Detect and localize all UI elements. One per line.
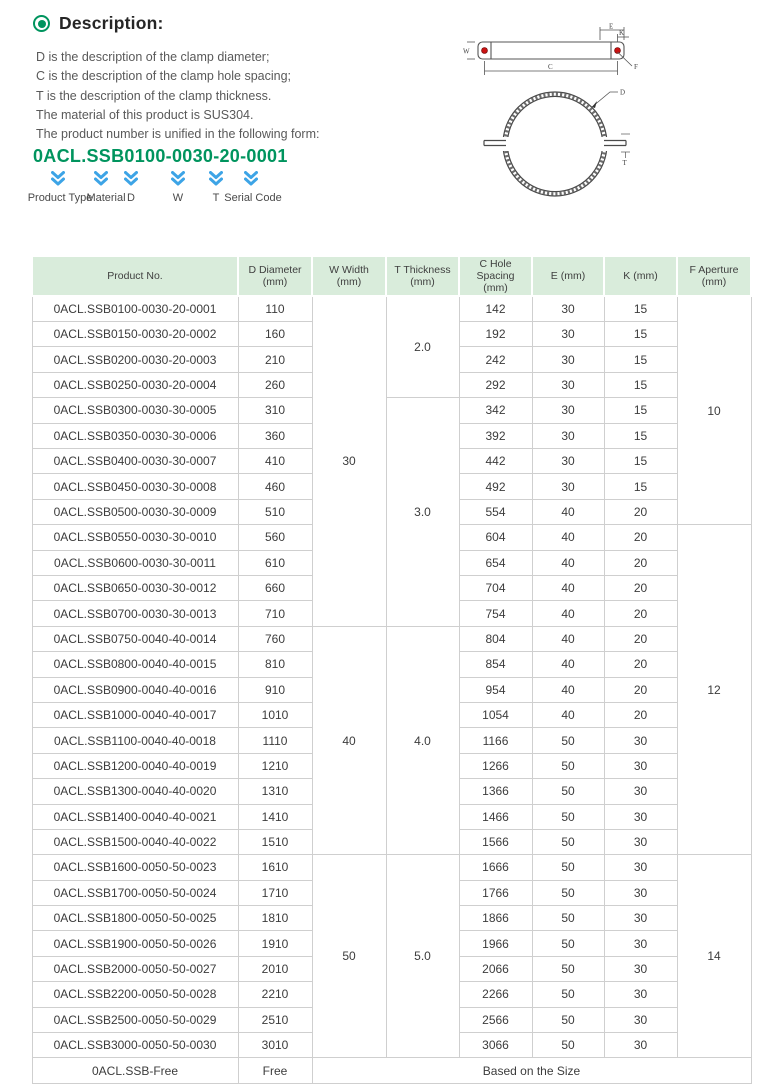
e-cell: 40	[532, 525, 604, 550]
c-hole-spacing-cell: 604	[459, 525, 532, 550]
c-hole-spacing-cell: 954	[459, 677, 532, 702]
product-no-cell: 0ACL.SSB1000-0040-40-0017	[32, 702, 238, 727]
description-header	[33, 13, 164, 34]
d-diameter-cell: 1510	[238, 829, 312, 854]
d-diameter-cell: 810	[238, 652, 312, 677]
d-diameter-cell: 160	[238, 322, 312, 347]
d-diameter-cell: 610	[238, 550, 312, 575]
d-diameter-cell: 2510	[238, 1007, 312, 1032]
dim-d-leader	[592, 92, 618, 108]
c-hole-spacing-cell: 142	[459, 296, 532, 321]
double-chevron-down-icon	[244, 171, 258, 192]
dim-e-label: E	[609, 22, 614, 31]
k-cell: 20	[604, 499, 677, 524]
e-cell: 40	[532, 626, 604, 651]
d-diameter-cell: 2010	[238, 956, 312, 981]
product-no-cell: 0ACL.SSB1100-0040-40-0018	[32, 728, 238, 753]
k-cell: 15	[604, 423, 677, 448]
product-no-cell: 0ACL.SSB-Free	[32, 1058, 238, 1083]
e-cell: 30	[532, 322, 604, 347]
e-cell: 50	[532, 728, 604, 753]
product-no-cell: 0ACL.SSB0900-0040-40-0016	[32, 677, 238, 702]
e-cell: 50	[532, 1033, 604, 1058]
c-hole-spacing-cell: 1566	[459, 829, 532, 854]
description-line: C is the description of the clamp hole spacing;	[36, 69, 291, 84]
c-hole-spacing-cell: 1266	[459, 753, 532, 778]
description-line: The product number is unified in the following form:	[36, 127, 320, 142]
c-hole-spacing-cell: 854	[459, 652, 532, 677]
c-hole-spacing-cell: 654	[459, 550, 532, 575]
c-hole-spacing-cell: 704	[459, 575, 532, 600]
product-no-cell: 0ACL.SSB1500-0040-40-0022	[32, 829, 238, 854]
strap-top-view	[478, 42, 624, 59]
d-diameter-cell: 1710	[238, 880, 312, 905]
d-diameter-cell: 210	[238, 347, 312, 372]
k-cell: 15	[604, 372, 677, 397]
spec-table-section	[31, 255, 751, 1084]
c-hole-spacing-cell: 392	[459, 423, 532, 448]
d-diameter-cell: 760	[238, 626, 312, 651]
double-chevron-down-icon	[171, 171, 185, 192]
e-cell: 30	[532, 296, 604, 321]
c-hole-spacing-cell: 1466	[459, 804, 532, 829]
k-cell: 15	[604, 398, 677, 423]
table-row	[32, 398, 751, 423]
d-diameter-cell: 1810	[238, 906, 312, 931]
c-hole-spacing-cell: 342	[459, 398, 532, 423]
c-hole-spacing-cell: 1666	[459, 855, 532, 880]
dim-t-label: T	[622, 159, 627, 167]
column-header: D Diameter (mm)	[238, 256, 312, 296]
double-chevron-down-icon	[124, 171, 138, 192]
w-width-cell: 40	[312, 626, 386, 855]
e-cell: 30	[532, 372, 604, 397]
d-diameter-cell: 560	[238, 525, 312, 550]
column-header: F Aperture (mm)	[677, 256, 751, 296]
c-hole-spacing-cell: 242	[459, 347, 532, 372]
k-cell: 30	[604, 956, 677, 981]
code-part-label: D	[127, 192, 135, 204]
product-no-cell: 0ACL.SSB1400-0040-40-0021	[32, 804, 238, 829]
code-part-label: T	[212, 192, 220, 204]
k-cell: 30	[604, 906, 677, 931]
d-diameter-cell: 1910	[238, 931, 312, 956]
product-no-cell: 0ACL.SSB0700-0030-30-0013	[32, 601, 238, 626]
d-diameter-cell: 1010	[238, 702, 312, 727]
product-no-cell: 0ACL.SSB0450-0030-30-0008	[32, 474, 238, 499]
dim-c-label: C	[548, 63, 553, 71]
e-cell: 40	[532, 550, 604, 575]
description-title: Description:	[59, 13, 164, 33]
k-cell: 30	[604, 880, 677, 905]
k-cell: 15	[604, 449, 677, 474]
k-cell: 30	[604, 855, 677, 880]
e-cell: 50	[532, 982, 604, 1007]
e-cell: 50	[532, 829, 604, 854]
k-cell: 30	[604, 1007, 677, 1032]
e-cell: 40	[532, 652, 604, 677]
c-hole-spacing-cell: 3066	[459, 1033, 532, 1058]
k-cell: 20	[604, 677, 677, 702]
d-diameter-cell: 1310	[238, 779, 312, 804]
k-cell: 20	[604, 525, 677, 550]
e-cell: 30	[532, 423, 604, 448]
product-no-cell: 0ACL.SSB2500-0050-50-0029	[32, 1007, 238, 1032]
column-header: Product No.	[32, 256, 238, 296]
k-cell: 20	[604, 652, 677, 677]
c-hole-spacing-cell: 804	[459, 626, 532, 651]
dim-w-label: W	[463, 47, 470, 56]
k-cell: 20	[604, 601, 677, 626]
column-header: C Hole Spacing (mm)	[459, 256, 532, 296]
product-no-cell: 0ACL.SSB2000-0050-50-0027	[32, 956, 238, 981]
c-hole-spacing-cell: 492	[459, 474, 532, 499]
d-diameter-cell: 3010	[238, 1033, 312, 1058]
f-aperture-cell: 10	[677, 296, 751, 525]
k-cell: 30	[604, 982, 677, 1007]
e-cell: 50	[532, 956, 604, 981]
k-cell: 30	[604, 829, 677, 854]
k-cell: 15	[604, 296, 677, 321]
double-chevron-down-icon	[51, 171, 65, 192]
k-cell: 30	[604, 779, 677, 804]
green-bullet-icon	[33, 15, 50, 32]
column-header: W Width (mm)	[312, 256, 386, 296]
product-no-cell: 0ACL.SSB0750-0040-40-0014	[32, 626, 238, 651]
product-no-cell: 0ACL.SSB1200-0040-40-0019	[32, 753, 238, 778]
e-cell: 30	[532, 398, 604, 423]
description-line: T is the description of the clamp thickness.	[36, 88, 272, 103]
table-header-row	[32, 256, 751, 296]
product-no-cell: 0ACL.SSB0400-0030-30-0007	[32, 449, 238, 474]
e-cell: 50	[532, 804, 604, 829]
e-cell: 30	[532, 347, 604, 372]
d-diameter-cell: 310	[238, 398, 312, 423]
e-cell: 50	[532, 753, 604, 778]
d-diameter-cell: 260	[238, 372, 312, 397]
k-cell: 20	[604, 702, 677, 727]
column-header: T Thickness (mm)	[386, 256, 459, 296]
e-cell: 40	[532, 677, 604, 702]
k-cell: 15	[604, 474, 677, 499]
f-aperture-cell: 12	[677, 525, 751, 855]
e-cell: 40	[532, 601, 604, 626]
based-on-size-cell: Based on the Size	[312, 1058, 751, 1083]
column-header: E (mm)	[532, 256, 604, 296]
e-cell: 50	[532, 931, 604, 956]
c-hole-spacing-cell: 442	[459, 449, 532, 474]
c-hole-spacing-cell: 1166	[459, 728, 532, 753]
w-width-cell: 30	[312, 296, 386, 626]
d-diameter-cell: 1110	[238, 728, 312, 753]
product-no-cell: 0ACL.SSB0500-0030-30-0009	[32, 499, 238, 524]
k-cell: 15	[604, 347, 677, 372]
c-hole-spacing-cell: 1966	[459, 931, 532, 956]
e-cell: 50	[532, 855, 604, 880]
spec-table	[31, 255, 752, 1084]
product-no-cell: 0ACL.SSB1900-0050-50-0026	[32, 931, 238, 956]
e-cell: 40	[532, 702, 604, 727]
d-diameter-cell: 410	[238, 449, 312, 474]
k-cell: 20	[604, 575, 677, 600]
product-code: 0ACL.SSB0100-0030-20-0001	[33, 146, 288, 166]
product-no-cell: 0ACL.SSB0800-0040-40-0015	[32, 652, 238, 677]
column-header: K (mm)	[604, 256, 677, 296]
k-cell: 30	[604, 931, 677, 956]
free-size-row	[32, 1058, 751, 1083]
c-hole-spacing-cell: 292	[459, 372, 532, 397]
k-cell: 30	[604, 1033, 677, 1058]
c-hole-spacing-cell: 2066	[459, 956, 532, 981]
e-cell: 40	[532, 499, 604, 524]
product-no-cell: 0ACL.SSB3000-0050-50-0030	[32, 1033, 238, 1058]
t-thickness-cell: 4.0	[386, 626, 459, 855]
t-thickness-cell: 2.0	[386, 296, 459, 398]
t-thickness-cell: 5.0	[386, 855, 459, 1058]
e-cell: 50	[532, 779, 604, 804]
d-diameter-cell: Free	[238, 1058, 312, 1083]
product-no-cell: 0ACL.SSB0650-0030-30-0012	[32, 575, 238, 600]
description-line: D is the description of the clamp diameter;	[36, 50, 270, 64]
e-cell: 50	[532, 906, 604, 931]
k-cell: 30	[604, 728, 677, 753]
clamp-ring	[497, 92, 613, 196]
c-hole-spacing-cell: 1766	[459, 880, 532, 905]
product-no-cell: 0ACL.SSB0250-0030-20-0004	[32, 372, 238, 397]
c-hole-spacing-cell: 2266	[459, 982, 532, 1007]
product-no-cell: 0ACL.SSB1300-0040-40-0020	[32, 779, 238, 804]
product-no-cell: 0ACL.SSB0150-0030-20-0002	[32, 322, 238, 347]
dim-d-label: D	[620, 88, 626, 97]
code-part-label: Material	[86, 192, 126, 204]
product-no-cell: 0ACL.SSB0350-0030-30-0006	[32, 423, 238, 448]
c-hole-spacing-cell: 554	[459, 499, 532, 524]
product-no-cell: 0ACL.SSB0550-0030-30-0010	[32, 525, 238, 550]
d-diameter-cell: 1410	[238, 804, 312, 829]
code-part-label: Serial Code	[224, 192, 282, 204]
d-diameter-cell: 910	[238, 677, 312, 702]
k-cell: 30	[604, 753, 677, 778]
d-diameter-cell: 510	[238, 499, 312, 524]
code-part-label: Product Type	[27, 192, 93, 204]
description-text	[36, 48, 319, 144]
product-no-cell: 0ACL.SSB0100-0030-20-0001	[32, 296, 238, 321]
d-diameter-cell: 2210	[238, 982, 312, 1007]
clamp-technical-drawing	[448, 22, 678, 217]
c-hole-spacing-cell: 1866	[459, 906, 532, 931]
d-diameter-cell: 460	[238, 474, 312, 499]
d-diameter-cell: 660	[238, 575, 312, 600]
product-no-cell: 0ACL.SSB1600-0050-50-0023	[32, 855, 238, 880]
table-row	[32, 855, 751, 880]
w-width-cell: 50	[312, 855, 386, 1058]
product-no-cell: 0ACL.SSB0600-0030-30-0011	[32, 550, 238, 575]
product-no-cell: 0ACL.SSB0200-0030-20-0003	[32, 347, 238, 372]
product-no-cell: 0ACL.SSB0300-0030-30-0005	[32, 398, 238, 423]
k-cell: 20	[604, 550, 677, 575]
d-diameter-cell: 710	[238, 601, 312, 626]
e-cell: 40	[532, 575, 604, 600]
product-code-breakdown	[27, 170, 313, 212]
k-cell: 30	[604, 804, 677, 829]
c-hole-spacing-cell: 754	[459, 601, 532, 626]
t-thickness-cell: 3.0	[386, 398, 459, 627]
table-row	[32, 296, 751, 321]
d-diameter-cell: 1210	[238, 753, 312, 778]
k-cell: 15	[604, 322, 677, 347]
table-row	[32, 626, 751, 651]
c-hole-spacing-cell: 1366	[459, 779, 532, 804]
k-cell: 20	[604, 626, 677, 651]
e-cell: 30	[532, 449, 604, 474]
dim-k-label: K	[619, 29, 625, 37]
product-no-cell: 0ACL.SSB2200-0050-50-0028	[32, 982, 238, 1007]
e-cell: 30	[532, 474, 604, 499]
product-no-cell: 0ACL.SSB1800-0050-50-0025	[32, 906, 238, 931]
d-diameter-cell: 110	[238, 296, 312, 321]
d-diameter-cell: 1610	[238, 855, 312, 880]
product-no-cell: 0ACL.SSB1700-0050-50-0024	[32, 880, 238, 905]
c-hole-spacing-cell: 192	[459, 322, 532, 347]
e-cell: 50	[532, 1007, 604, 1032]
f-aperture-cell: 14	[677, 855, 751, 1058]
d-diameter-cell: 360	[238, 423, 312, 448]
description-line: The material of this product is SUS304.	[36, 107, 254, 122]
dim-f-label: F	[634, 63, 638, 71]
e-cell: 50	[532, 880, 604, 905]
double-chevron-down-icon	[209, 171, 223, 192]
c-hole-spacing-cell: 1054	[459, 702, 532, 727]
code-part-label: W	[172, 192, 184, 204]
c-hole-spacing-cell: 2566	[459, 1007, 532, 1032]
double-chevron-down-icon	[94, 171, 108, 192]
